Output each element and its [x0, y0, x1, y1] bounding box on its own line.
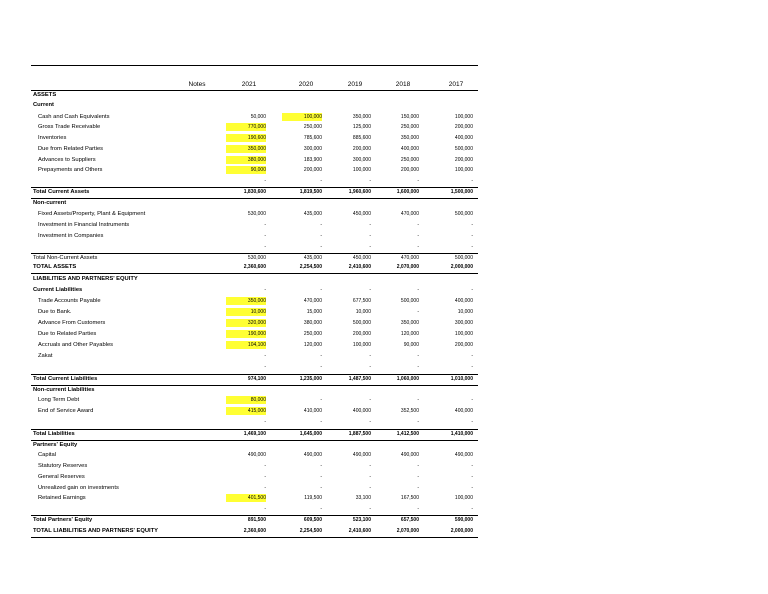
total-current-assets-rule: [31, 187, 478, 188]
value-cell-2017: 300,000: [454, 320, 473, 326]
total-current-liabilities-underline: [31, 385, 478, 386]
section-heading: Current Liabilities: [33, 287, 83, 293]
value-cell-2020: -: [320, 506, 322, 512]
value-cell-2021: 2,360,600: [243, 528, 266, 534]
value-cell-2020: 120,000: [303, 342, 322, 348]
total-equity-rule: [31, 515, 478, 516]
value-cell-2021: -: [264, 287, 266, 293]
value-cell-2019: 10,000: [355, 309, 371, 315]
value-cell-2019: 885,600: [352, 135, 371, 141]
value-cell-2021: 190,600: [226, 134, 266, 142]
value-cell-2019: 300,000: [352, 157, 371, 163]
value-cell-2019: 500,000: [352, 320, 371, 326]
table-row: [31, 286, 478, 296]
row-label: Fixed Assets/Property, Plant & Equipment: [38, 211, 146, 217]
value-cell-2021: 770,000: [226, 123, 266, 131]
value-cell-2017: 200,000: [454, 157, 473, 163]
value-cell-2017: 100,000: [454, 167, 473, 173]
value-cell-2018: -: [417, 353, 419, 359]
value-cell-2020: 100,000: [282, 113, 322, 121]
table-row: [31, 330, 478, 340]
value-cell-2019: 2,410,600: [348, 528, 371, 534]
total-current-liabilities-rule: [31, 374, 478, 375]
value-cell-2019: 200,000: [352, 146, 371, 152]
table-row: [31, 484, 478, 494]
value-cell-2018: 490,000: [400, 452, 419, 458]
total-noncurrent-assets-rule: [31, 253, 478, 254]
row-label: End of Service Award: [38, 408, 94, 414]
section-heading-row: [31, 101, 478, 111]
value-cell-2019: -: [369, 474, 371, 480]
value-cell-2017: 2,000,000: [450, 264, 473, 270]
total-label: TOTAL ASSETS: [33, 264, 77, 270]
row-label: Trade Accounts Payable: [38, 298, 101, 304]
row-label: Capital: [38, 452, 57, 458]
value-cell-2019: 1,887,500: [348, 431, 371, 437]
total-row: [31, 188, 478, 198]
value-cell-2021: 401,500: [226, 494, 266, 502]
value-cell-2018: 200,000: [400, 167, 419, 173]
table-row: [31, 156, 478, 166]
table-row: [31, 418, 478, 428]
value-cell-2020: 2,254,500: [299, 264, 322, 270]
total-assets-underline: [31, 273, 478, 274]
row-label: Advances to Suppliers: [38, 157, 96, 163]
section-heading: ASSETS: [33, 92, 57, 98]
value-cell-2021: 350,000: [226, 297, 266, 305]
value-cell-2019: -: [369, 233, 371, 239]
value-cell-2020: 490,000: [303, 452, 322, 458]
header-underline: [31, 90, 478, 91]
table-row: [31, 363, 478, 373]
value-cell-2019: 200,000: [352, 331, 371, 337]
row-label: Inventories: [38, 135, 67, 141]
value-cell-2017: -: [471, 485, 473, 491]
total-label: Total Liabilities: [33, 431, 75, 437]
value-cell-2019: 400,000: [352, 408, 371, 414]
value-cell-2017: 200,000: [454, 342, 473, 348]
value-cell-2017: 1,010,000: [450, 376, 473, 382]
value-cell-2020: 380,000: [303, 320, 322, 326]
value-cell-2018: 2,070,000: [396, 264, 419, 270]
table-row: [31, 177, 478, 187]
value-cell-2018: 350,000: [400, 320, 419, 326]
value-cell-2020: 1,235,000: [299, 376, 322, 382]
table-row: [31, 494, 478, 504]
value-cell-2019: 100,000: [352, 167, 371, 173]
table-row: [31, 396, 478, 406]
value-cell-2017: -: [471, 419, 473, 425]
value-cell-2017: 1,500,000: [450, 189, 473, 195]
value-cell-2021: 530,000: [247, 255, 266, 261]
value-cell-2019: 450,000: [352, 211, 371, 217]
value-cell-2020: -: [320, 222, 322, 228]
value-cell-2018: 657,500: [400, 517, 419, 523]
value-cell-2018: 167,500: [400, 495, 419, 501]
table-row: [31, 319, 478, 329]
row-label: Accruals and Other Payables: [38, 342, 114, 348]
value-cell-2017: 1,410,000: [450, 431, 473, 437]
value-cell-2018: 470,000: [400, 211, 419, 217]
value-cell-2017: -: [471, 222, 473, 228]
value-cell-2018: 1,060,000: [396, 376, 419, 382]
value-cell-2020: 119,500: [304, 495, 322, 501]
value-cell-2021: 415,000: [226, 407, 266, 415]
value-cell-2019: -: [369, 244, 371, 250]
section-heading: Non-current: [33, 200, 67, 206]
value-cell-2020: 200,000: [303, 167, 322, 173]
value-cell-2017: -: [471, 353, 473, 359]
value-cell-2018: 90,000: [403, 342, 419, 348]
table-row: [31, 451, 478, 461]
value-cell-2021: 320,000: [226, 319, 266, 327]
value-cell-2019: -: [369, 397, 371, 403]
value-cell-2021: -: [264, 222, 266, 228]
value-cell-2018: -: [417, 222, 419, 228]
row-label: Due to Bank.: [38, 309, 72, 315]
value-cell-2017: 2,000,000: [450, 528, 473, 534]
section-heading: Current: [33, 102, 54, 108]
value-cell-2021: -: [264, 474, 266, 480]
value-cell-2021: 1,830,600: [243, 189, 266, 195]
value-cell-2018: -: [417, 419, 419, 425]
value-cell-2017: 400,000: [454, 135, 473, 141]
value-cell-2017: 500,000: [454, 146, 473, 152]
row-label: Investment in Financial Instruments: [38, 222, 130, 228]
value-cell-2020: 250,000: [303, 331, 322, 337]
row-label: Investment in Companies: [38, 233, 104, 239]
total-liabilities-rule: [31, 429, 478, 430]
value-cell-2018: -: [417, 506, 419, 512]
value-cell-2017: 100,000: [454, 114, 473, 120]
value-cell-2017: 100,000: [454, 495, 473, 501]
value-cell-2018: 500,000: [400, 298, 419, 304]
value-cell-2018: -: [417, 463, 419, 469]
total-label: TOTAL LIABILITIES AND PARTNERS' EQUITY: [33, 528, 159, 534]
value-cell-2018: -: [417, 397, 419, 403]
value-cell-2020: 410,000: [303, 408, 322, 414]
value-cell-2020: 785,600: [303, 135, 322, 141]
value-cell-2019: 450,000: [352, 255, 371, 261]
value-cell-2021: 90,000: [226, 166, 266, 174]
value-cell-2017: 590,000: [454, 517, 473, 523]
total-current-assets-underline: [31, 198, 478, 199]
value-cell-2021: 380,000: [226, 156, 266, 164]
value-cell-2021: -: [264, 233, 266, 239]
table-row: [31, 407, 478, 417]
value-cell-2017: 10,000: [457, 309, 473, 315]
value-cell-2019: -: [369, 222, 371, 228]
total-label: Total Partners' Equity: [33, 517, 93, 523]
row-label: Unrealized gain on investments: [38, 485, 119, 491]
row-label: Cash and Cash Equivalents: [38, 114, 110, 120]
value-cell-2018: 352,500: [400, 408, 419, 414]
value-cell-2021: -: [264, 364, 266, 370]
value-cell-2021: 974,100: [247, 376, 266, 382]
table-row: [31, 308, 478, 318]
value-cell-2021: -: [264, 178, 266, 184]
row-label: Long Term Debt: [38, 397, 80, 403]
value-cell-2018: 1,412,500: [396, 431, 419, 437]
table-row: [31, 505, 478, 515]
table-row: [31, 341, 478, 351]
row-label: Total Non-Current Assets: [33, 255, 98, 261]
value-cell-2019: 2,410,600: [348, 264, 371, 270]
value-cell-2020: 15,000: [306, 309, 322, 315]
value-cell-2021: -: [264, 506, 266, 512]
table-row: [31, 134, 478, 144]
value-cell-2021: -: [264, 485, 266, 491]
value-cell-2020: -: [320, 244, 322, 250]
value-cell-2018: 470,000: [400, 255, 419, 261]
value-cell-2021: 490,000: [247, 452, 266, 458]
row-label: Due from Related Parties: [38, 146, 104, 152]
year-header-2017: 2017: [448, 81, 464, 88]
value-cell-2021: 891,500: [247, 517, 266, 523]
value-cell-2020: 609,500: [303, 517, 322, 523]
value-cell-2019: -: [369, 485, 371, 491]
value-cell-2021: 2,360,600: [243, 264, 266, 270]
value-cell-2021: 10,000: [226, 308, 266, 316]
value-cell-2018: -: [417, 244, 419, 250]
value-cell-2018: -: [417, 178, 419, 184]
value-cell-2017: -: [471, 364, 473, 370]
row-label: Due to Related Parties: [38, 331, 97, 337]
value-cell-2018: -: [417, 309, 419, 315]
value-cell-2017: 200,000: [454, 124, 473, 130]
value-cell-2017: -: [471, 474, 473, 480]
table-row: [31, 145, 478, 155]
total-row: [31, 375, 478, 385]
year-header-2020: 2020: [298, 81, 314, 88]
total-row: [31, 527, 478, 537]
value-cell-2020: -: [320, 178, 322, 184]
value-cell-2018: 250,000: [400, 157, 419, 163]
value-cell-2019: -: [369, 353, 371, 359]
row-label: Zakat: [38, 353, 53, 359]
value-cell-2017: -: [471, 233, 473, 239]
row-label: Retained Earnings: [38, 495, 86, 501]
value-cell-2017: 400,000: [454, 408, 473, 414]
value-cell-2018: 2,070,000: [396, 528, 419, 534]
section-heading-row: [31, 441, 478, 451]
year-header-2018: 2018: [395, 81, 411, 88]
section-heading: Non-current Liabilities: [33, 387, 95, 393]
table-row: [31, 352, 478, 362]
value-cell-2017: -: [471, 244, 473, 250]
value-cell-2020: 435,000: [303, 211, 322, 217]
row-label: General Reserves: [38, 474, 85, 480]
value-cell-2017: -: [471, 463, 473, 469]
value-cell-2018: 120,000: [400, 331, 419, 337]
value-cell-2021: 104,100: [226, 341, 266, 349]
section-heading: Partners' Equity: [33, 442, 78, 448]
value-cell-2019: 350,000: [352, 114, 371, 120]
total-liabilities-underline: [31, 440, 478, 441]
value-cell-2018: -: [417, 233, 419, 239]
section-heading-row: [31, 275, 478, 285]
total-label: Total Current Liabilities: [33, 376, 98, 382]
table-top-border: [31, 65, 478, 66]
value-cell-2021: -: [264, 419, 266, 425]
value-cell-2020: 435,000: [303, 255, 322, 261]
row-label: Statutory Reserves: [38, 463, 88, 469]
notes-header: Notes: [188, 81, 206, 88]
value-cell-2021: -: [264, 353, 266, 359]
section-heading: LIABILITIES AND PARTNERS' EQUITY: [33, 276, 138, 282]
value-cell-2021: -: [264, 463, 266, 469]
value-cell-2018: 350,000: [400, 135, 419, 141]
table-row: [31, 123, 478, 133]
value-cell-2020: 250,000: [303, 124, 322, 130]
value-cell-2019: 33,100: [355, 495, 371, 501]
value-cell-2018: 150,000: [400, 114, 419, 120]
value-cell-2017: -: [471, 287, 473, 293]
value-cell-2017: 400,000: [454, 298, 473, 304]
total-row: [31, 263, 478, 273]
value-cell-2020: 183,900: [303, 157, 322, 163]
section-heading-row: [31, 91, 478, 101]
table-row: [31, 210, 478, 220]
value-cell-2017: 500,000: [454, 211, 473, 217]
table-row: [31, 113, 478, 123]
value-cell-2018: -: [417, 485, 419, 491]
value-cell-2020: 1,819,500: [299, 189, 322, 195]
value-cell-2018: 400,000: [400, 146, 419, 152]
row-label: Advance From Customers: [38, 320, 106, 326]
value-cell-2019: 1,960,600: [348, 189, 371, 195]
value-cell-2019: 1,487,500: [348, 376, 371, 382]
value-cell-2020: -: [320, 485, 322, 491]
value-cell-2018: -: [417, 474, 419, 480]
value-cell-2019: -: [369, 364, 371, 370]
value-cell-2020: -: [320, 463, 322, 469]
table-row: [31, 462, 478, 472]
value-cell-2020: 300,000: [303, 146, 322, 152]
value-cell-2017: -: [471, 397, 473, 403]
value-cell-2020: 470,000: [303, 298, 322, 304]
value-cell-2020: -: [320, 419, 322, 425]
value-cell-2020: -: [320, 233, 322, 239]
section-heading-row: [31, 386, 478, 396]
value-cell-2021: 1,469,100: [243, 431, 266, 437]
value-cell-2018: 1,600,000: [396, 189, 419, 195]
table-row: [31, 243, 478, 253]
table-row: [31, 221, 478, 231]
value-cell-2020: -: [320, 287, 322, 293]
value-cell-2020: -: [320, 474, 322, 480]
value-cell-2017: 500,000: [454, 255, 473, 261]
value-cell-2019: -: [369, 506, 371, 512]
value-cell-2021: -: [264, 244, 266, 250]
year-header-2021: 2021: [241, 81, 257, 88]
section-heading-row: [31, 199, 478, 209]
value-cell-2019: -: [369, 178, 371, 184]
value-cell-2019: 125,000: [352, 124, 371, 130]
year-header-2019: 2019: [347, 81, 363, 88]
value-cell-2017: 100,000: [454, 331, 473, 337]
value-cell-2020: -: [320, 364, 322, 370]
table-row: [31, 297, 478, 307]
value-cell-2019: 523,100: [352, 517, 371, 523]
table-row: [31, 166, 478, 176]
value-cell-2020: -: [320, 353, 322, 359]
value-cell-2017: -: [471, 178, 473, 184]
value-cell-2021: 50,000: [250, 114, 266, 120]
total-label: Total Current Assets: [33, 189, 90, 195]
value-cell-2017: -: [471, 506, 473, 512]
row-label: Prepayments and Others: [38, 167, 103, 173]
value-cell-2017: 490,000: [454, 452, 473, 458]
value-cell-2021: 350,000: [226, 145, 266, 153]
value-cell-2021: 530,000: [247, 211, 266, 217]
value-cell-2021: 190,000: [226, 330, 266, 338]
total-liabilities-equity-underline: [31, 537, 478, 538]
value-cell-2018: -: [417, 287, 419, 293]
value-cell-2019: 490,000: [352, 452, 371, 458]
row-label: Gross Trade Receivable: [38, 124, 101, 130]
value-cell-2019: -: [369, 287, 371, 293]
value-cell-2019: 677,500: [352, 298, 371, 304]
value-cell-2021: 80,000: [226, 396, 266, 404]
value-cell-2019: 100,000: [352, 342, 371, 348]
total-row: [31, 430, 478, 440]
value-cell-2020: 2,254,500: [299, 528, 322, 534]
total-row: [31, 516, 478, 526]
value-cell-2019: -: [369, 419, 371, 425]
table-row: [31, 473, 478, 483]
value-cell-2020: 1,645,000: [299, 431, 322, 437]
value-cell-2020: -: [320, 397, 322, 403]
value-cell-2018: 250,000: [400, 124, 419, 130]
table-row: [31, 232, 478, 242]
value-cell-2019: -: [369, 463, 371, 469]
value-cell-2018: -: [417, 364, 419, 370]
